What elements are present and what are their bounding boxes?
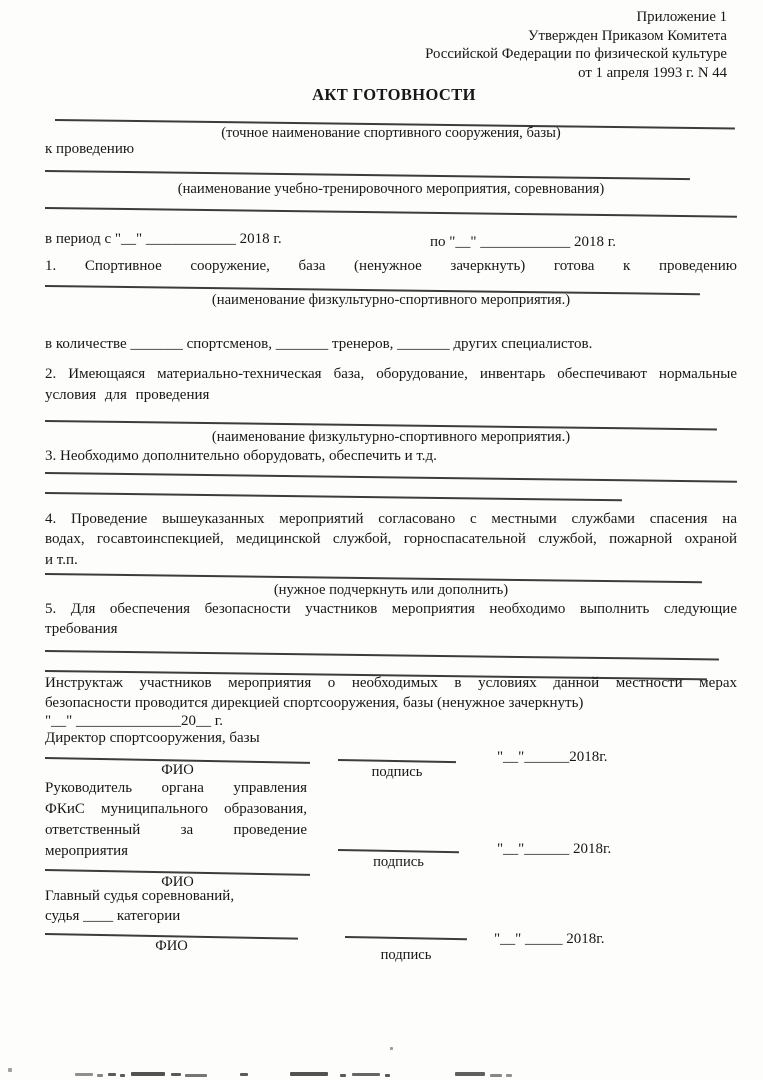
caption-underline-or-add: (нужное подчеркнуть или дополнить) (273, 582, 509, 598)
approval-line-3: Российской Федерации по физической культуре (425, 46, 727, 62)
item-5-text-line1: 5. Для обеспечения безопасности участников мероприятия необходимо выполнить следующие (45, 601, 737, 617)
briefing-text-line1: Инструктаж участников мероприятия о необходимых в условиях данной местности мерах (45, 675, 737, 691)
fio-label: ФИО (155, 938, 188, 954)
item-4-text-line1: 4. Проведение вышеуказанных мероприятий согласовано с местными службами спасения на (45, 511, 737, 527)
ruled-line (45, 492, 622, 501)
page-title: АКТ ГОТОВНОСТИ (312, 85, 476, 104)
item-4-text-line3: и т.п. (45, 552, 78, 568)
quantity-field: в количестве _______ спортсменов, _______ тренеров, _______ других специалистов. (45, 336, 593, 352)
signatory-2-role-line1: Руководитель органа управления (45, 780, 307, 796)
signatory-1-role: Директор спортсооружения, базы (45, 730, 260, 746)
briefing-date-field: "__" ______________20__ г. (45, 713, 223, 729)
signatory-3-role-line1: Главный судья соревнований, (45, 888, 235, 904)
ruled-line (45, 472, 737, 483)
approval-line-2: Утвержден Приказом Комитета (528, 27, 727, 44)
item-2-text-line2: условия для проведения (45, 387, 210, 403)
caption-event-name: (наименование учебно-тренировочного мероприятия, соревнования) (177, 181, 605, 197)
signatory-2-date-field: "__"______ 2018г. (497, 841, 612, 857)
item-5-text-line2: требования (45, 621, 118, 637)
signatory-2-role-line3: ответственный за проведение (45, 822, 307, 838)
period-to-field: по "__" ____________ 2018 г. (430, 234, 616, 250)
caption-sport-event-2: (наименование физкультурно-спортивного мероприятия.) (211, 429, 571, 445)
ruled-line (45, 650, 719, 660)
signature-label: подпись (371, 764, 423, 780)
item-2-text-line1: 2. Имеющаяся материально-техническая база, оборудование, инвентарь обеспечивают нормальные (45, 366, 737, 382)
ruled-line (45, 170, 690, 180)
fio-label: ФИО (161, 874, 194, 890)
label-for-holding: к проведению (45, 141, 135, 157)
approval-line-4: от 1 апреля 1993 г. N 44 (578, 64, 727, 81)
item-1-text: 1. Спортивное сооружение, база (ненужное зачеркнуть) готова к проведению (45, 258, 737, 274)
caption-sport-event-1: (наименование физкультурно-спортивного мероприятия.) (211, 292, 571, 308)
signatory-2-role-line2: ФКиС муниципального образования, (45, 801, 307, 817)
signatory-2-role-line4: мероприятия (45, 843, 129, 859)
signatory-3-date-field: "__" _____ 2018г. (494, 931, 605, 947)
signature-label: подпись (373, 854, 424, 870)
fio-label: ФИО (161, 762, 194, 778)
briefing-text-line2: безопасности проводится дирекцией спортсооружения, базы (ненужное зачеркнуть) (45, 695, 584, 711)
signatory-3-role-line2: судья ____ категории (45, 908, 181, 924)
ruled-line (45, 207, 737, 218)
signatory-1-date-field: "__"______2018г. (497, 749, 608, 765)
caption-facility-name: (точное наименование спортивного сооружения, базы) (221, 125, 561, 141)
item-4-text-line2: водах, госавтоинспекцией, медицинской службой, горноспасательной службой, пожарной охраной (45, 531, 737, 547)
signature-line (345, 936, 467, 940)
period-from-field: в период с "__" ____________ 2018 г. (45, 231, 282, 247)
item-3-text: 3. Необходимо дополнительно оборудовать, обеспечить и т.д. (45, 448, 437, 464)
signature-label: подпись (380, 947, 432, 963)
approval-block (100, 8, 727, 82)
approval-line-1: Приложение 1 (636, 9, 727, 25)
